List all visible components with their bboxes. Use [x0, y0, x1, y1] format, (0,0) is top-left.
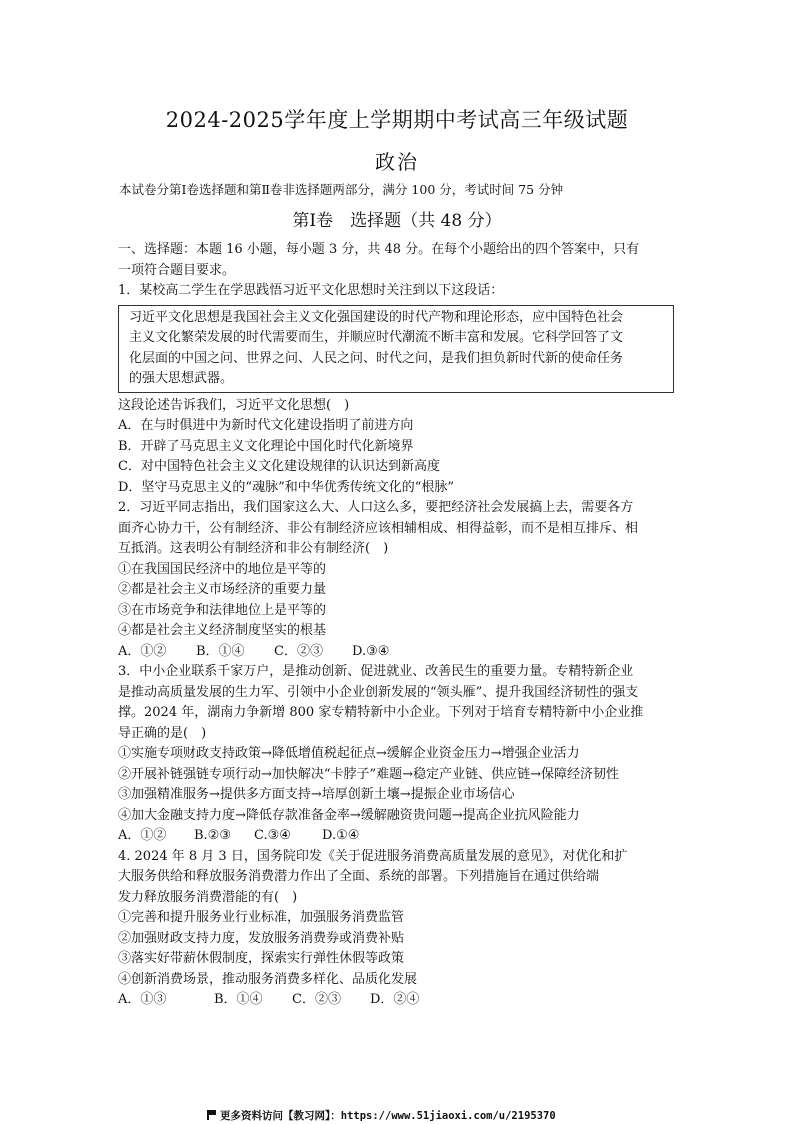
- answer-choice: C．②③: [274, 643, 323, 659]
- quote-line: 习近平文化思想是我国社会主义文化强国建设的时代产物和理论形态，应中国特色社会: [129, 309, 624, 325]
- footer-text[interactable]: 更多资料访问【教习网】：https://www.51jiaoxi.com/u/2195370: [220, 1110, 556, 1122]
- answer-choice: A．①②: [118, 828, 167, 844]
- question-body: [118, 240, 678, 1011]
- answer-choice: A．①②: [118, 643, 167, 659]
- flag-icon: [207, 1110, 216, 1120]
- quote-box: [118, 305, 674, 393]
- answer-choices: [118, 642, 678, 663]
- question-stem: 是推动高质量发展的生力军、引领中小企业创新发展的“领头雁”、提升我国经济韧性的强支: [118, 684, 639, 700]
- statement-item: ①实施专项财政支持政策→降低增值税起征点→缓解企业资金压力→增强企业活力: [118, 746, 580, 762]
- answer-choices: [118, 990, 678, 1011]
- answer-choice: C.③④: [254, 828, 291, 844]
- statement-item: ②加强财政支持力度，发放服务消费券或消费补贴: [118, 930, 405, 946]
- answer-option: A．在与时俱进中为新时代文化建设指明了前进方向: [118, 418, 414, 434]
- exam-title: 2024-2025学年度上学期期中考试高三年级试题: [165, 108, 629, 132]
- question-2: [118, 498, 678, 662]
- subject-title: 政治: [375, 150, 419, 174]
- answer-option: D．坚守马克思主义的“魂脉”和中华优秀传统文化的“根脉”: [118, 479, 455, 495]
- answer-choice: B．①④: [196, 643, 245, 659]
- answer-choices: [118, 826, 678, 847]
- section-heading: 第Ⅰ卷 选择题（共 48 分）: [292, 211, 502, 231]
- question-4: [118, 847, 678, 1011]
- instruction-line: 一项符合题目要求。: [118, 262, 236, 278]
- answer-option: C．对中国特色社会主义文化建设规律的认识达到新高度: [118, 459, 440, 475]
- answer-choice: D.①④: [322, 828, 360, 844]
- statement-item: ②都是社会主义市场经济的重要力量: [118, 582, 327, 598]
- answer-choice: B．①④: [214, 992, 263, 1008]
- question-stem: 3．中小企业联系千家万户，是推动创新、促进就业、改善民生的重要力量。专精特新企业: [118, 664, 634, 680]
- answer-choice: C．②③: [292, 992, 341, 1008]
- answer-choice: A．①③: [118, 992, 167, 1008]
- question-stem: 发力释放服务消费潜能的有( ): [118, 889, 298, 905]
- question-stem: 面齐心协力干，公有制经济、非公有制经济应该相辅相成、相得益彰，而不是相互排斥、相: [118, 520, 639, 536]
- question-prompt: 这段论述告诉我们，习近平文化思想( ): [118, 397, 350, 413]
- statement-item: ③加强精准服务→提供多方面支持→培厚创新土壤→提振企业市场信心: [118, 787, 515, 803]
- footer-link[interactable]: [207, 1108, 556, 1123]
- question-stem: 4. 2024 年 8 月 3 日，国务院印发《关于促进服务消费高质量发展的意见》，对优化和扩: [118, 848, 628, 864]
- quote-line: 主义文化繁荣发展的时代需要而生，并顺应时代潮流不断丰富和发展。它科学回答了文: [129, 330, 624, 346]
- question-stem: 1．某校高二学生在学思践悟习近平文化思想时关注到以下这段话：: [118, 283, 504, 298]
- question-stem: 导正确的是( ): [118, 725, 207, 741]
- question-stem: 大服务供给和释放服务消费潜力作出了全面、系统的部署。下列措施旨在通过供给端: [118, 869, 600, 885]
- question-1: [118, 281, 678, 498]
- quote-line: 的强大思想武器。: [129, 371, 234, 387]
- answer-choice: D．②④: [370, 992, 420, 1008]
- statement-item: ④创新消费场景，推动服务消费多样化、品质化发展: [118, 971, 418, 987]
- statement-item: ④都是社会主义经济制度坚实的根基: [118, 623, 327, 639]
- answer-choice: B.②③: [194, 828, 231, 844]
- quote-line: 化层面的中国之问、世界之问、人民之问、时代之问，是我们担负新时代新的使命任务: [129, 350, 624, 366]
- question-stem: 互抵消。这表明公有制经济和非公有制经济( ): [118, 541, 389, 557]
- exam-info: 本试卷分第Ⅰ卷选择题和第Ⅱ卷非选择题两部分，满分 100 分，考试时间 75 分钟: [119, 182, 564, 197]
- statement-item: ③在市场竞争和法律地位上是平等的: [118, 602, 327, 618]
- question-3: [118, 662, 678, 847]
- instruction-line: 一、选择题：本题 16 小题，每小题 3 分，共 48 分。在每个小题给出的四个答案中，只有: [118, 242, 640, 257]
- answer-choice: D.③④: [352, 643, 390, 659]
- question-stem: 2．习近平同志指出，我们国家这么大、人口这么多，要把经济社会发展搞上去，需要各方: [118, 500, 634, 516]
- statement-item: ③落实好带薪休假制度，探索实行弹性休假等政策: [118, 951, 405, 967]
- statement-item: ②开展补链强链专项行动→加快解决“卡脖子”难题→稳定产业链、供应链→保障经济韧性: [118, 766, 619, 782]
- question-stem: 撑。2024 年，湖南力争新增 800 家专精特新中小企业。下列对于培育专精特新中小企业推: [118, 705, 644, 721]
- statement-item: ①完善和提升服务业行业标准，加强服务消费监管: [118, 910, 405, 926]
- answer-option: B．开辟了马克思主义文化理论中国化时代化新境界: [118, 438, 414, 454]
- statement-item: ①在我国国民经济中的地位是平等的: [118, 561, 327, 577]
- statement-item: ④加大金融支持力度→降低存款准备金率→缓解融资贵问题→提高企业抗风险能力: [118, 807, 580, 823]
